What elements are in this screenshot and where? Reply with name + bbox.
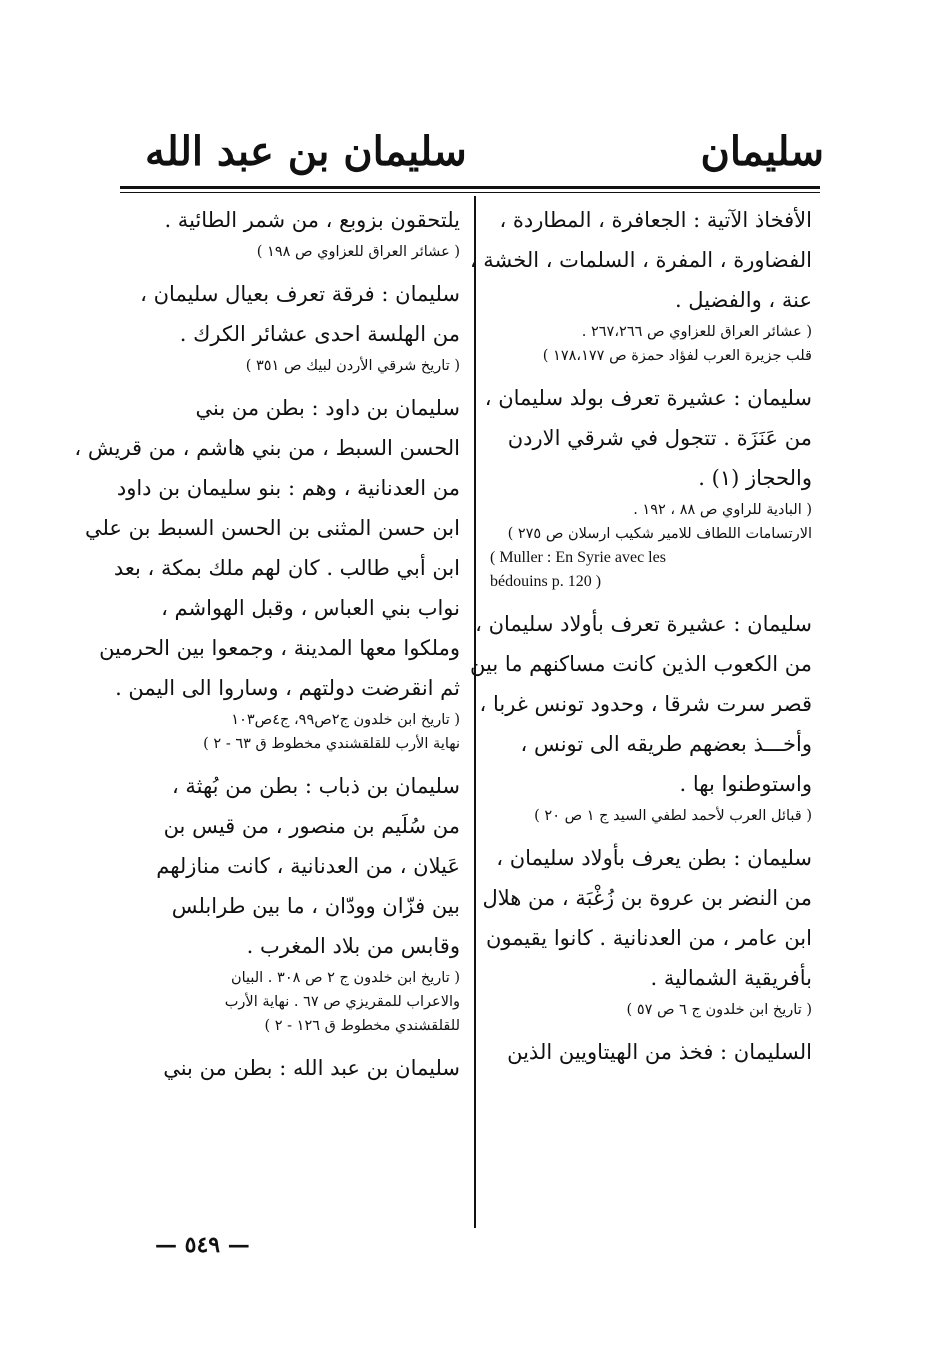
text-line: ابن أبي طالب . كان لهم ملك بمكة ، بعد <box>113 556 460 580</box>
text-line: سليمان : بطن يعرف بأولاد سليمان ، <box>496 846 812 870</box>
text-line: نواب بني العباس ، وقبل الهواشم ، <box>161 596 460 620</box>
entry-spacer <box>490 368 812 378</box>
text-line: السليمان : فخذ من الهيتاويين الذين <box>507 1040 812 1064</box>
text-line: قصر سرت شرقا ، وحدود تونس غربا ، <box>479 692 812 716</box>
text-line: يلتحقون بزوبع ، من شمر الطائية . <box>164 208 460 232</box>
entry-spacer <box>120 1038 460 1048</box>
text-line: عنة ، والفضيل . <box>674 288 812 312</box>
text-line: سليمان : عشيرة تعرف بأولاد سليمان ، <box>475 612 812 636</box>
text-line: ابن عامر ، من العدنانية . كانوا يقيمون <box>485 926 812 950</box>
text-line: من النضر بن عروة بن زُغْبَة ، من هلال <box>482 886 812 910</box>
reference-line: والاعراب للمقريزي ص ٦٧ . نهاية الأرب <box>224 994 460 1010</box>
reference-line-latin: ( Muller : En Syrie avec les <box>490 549 666 566</box>
text-line: من سُلَيم بن منصور ، من قيس بن <box>163 814 460 838</box>
text-line: واستوطنوا بها . <box>679 772 812 796</box>
right-column <box>469 200 812 1072</box>
reference-line: ( عشائر العراق للعزاوي ص ١٩٨ ) <box>256 244 460 260</box>
reference-line: ( تاريخ ابن خلدون ج٢ص٩٩، ج٤ص١٠٣ <box>231 712 460 728</box>
left-column <box>74 200 460 1088</box>
text-line: الأفخاذ الآتية : الجعافرة ، المطاردة ، <box>499 208 812 232</box>
entry-spacer <box>490 1022 812 1032</box>
text-line: الفضاورة ، المفرة ، السلمات ، الخشة ، <box>469 248 812 272</box>
reference-line: ( تاريخ ابن خلدون ج ٢ ص ٣٠٨ . البيان <box>230 970 460 986</box>
text-line: سليمان بن عبد الله : بطن من بني <box>163 1056 460 1080</box>
text-line: سليمان : عشيرة تعرف بولد سليمان ، <box>484 386 812 410</box>
running-head-right: سليمان <box>700 128 824 175</box>
page-number: — ٥٤٩ — <box>155 1232 250 1258</box>
text-line: بين فزّان وودّان ، ما بين طرابلس <box>171 894 460 918</box>
text-line: ثم انقرضت دولتهم ، وساروا الى اليمن . <box>115 676 460 700</box>
reference-line: ( تاريخ ابن خلدون ج ٦ ص ٥٧ ) <box>626 1002 812 1018</box>
reference-line: قلب جزيرة العرب لفؤاد حمزة ص ١٧٨،١٧٧ ) <box>542 348 812 364</box>
text-line: بأفريقية الشمالية . <box>650 966 812 990</box>
text-line: عَيلان ، من العدنانية ، كانت منازلهم <box>156 854 460 878</box>
entry-spacer <box>120 378 460 388</box>
text-line: الحسن السبط ، من بني هاشم ، من قريش ، <box>74 436 460 460</box>
entry-spacer <box>490 828 812 838</box>
text-line: من العدنانية ، وهم : بنو سليمان بن داود <box>116 476 460 500</box>
text-line: من الهلسة احدى عشائر الكرك . <box>179 322 460 346</box>
entry-spacer <box>120 264 460 274</box>
entry-spacer <box>490 594 812 604</box>
reference-line: الارتسامات اللطاف للامير شكيب ارسلان ص ٢٧٥ ) <box>507 526 812 542</box>
header-rule <box>120 186 820 189</box>
reference-line: للقلقشندي مخطوط ق ١٢٦ - ٢ ) <box>264 1018 460 1034</box>
reference-line: نهاية الأرب للقلقشندي مخطوط ق ٦٣ - ٢ ) <box>203 736 460 752</box>
entry-spacer <box>120 756 460 766</box>
text-line: وقابس من بلاد المغرب . <box>246 934 460 958</box>
text-line: وملكوا معها المدينة ، وجمعوا بين الحرمين <box>99 636 460 660</box>
running-head-left: سليمان بن عبد الله <box>145 128 467 175</box>
text-line: من الكعوب الذين كانت مساكنهم ما بين <box>470 652 812 676</box>
text-line: ابن حسن المثنى بن الحسن السبط بن علي <box>84 516 460 540</box>
text-line: والحجاز (١) . <box>698 466 812 490</box>
reference-line-latin: bédouins p. 120 ) <box>490 573 602 590</box>
reference-line: ( قبائل العرب لأحمد لطفي السيد ج ١ ص ٢٠ ) <box>534 808 812 824</box>
text-line: من عَنَزَة . تتجول في شرقي الاردن <box>507 426 812 450</box>
reference-line: ( تاريخ شرقي الأردن لبيك ص ٣٥١ ) <box>245 358 460 374</box>
column-divider <box>474 196 476 1228</box>
reference-line: ( عشائر العراق للعزاوي ص ٢٦٧،٢٦٦ . <box>581 324 812 340</box>
text-line: سليمان بن داود : بطن من بني <box>195 396 460 420</box>
header-rule-thin <box>120 192 820 193</box>
reference-line: ( البادية للراوي ص ٨٨ ، ١٩٢ . <box>633 502 812 518</box>
text-line: سليمان : فرقة تعرف بعيال سليمان ، <box>140 282 460 306</box>
text-line: سليمان بن ذباب : بطن من بُهثة ، <box>171 774 460 798</box>
text-line: وأخـــذ بعضهم طريقه الى تونس ، <box>520 732 812 756</box>
